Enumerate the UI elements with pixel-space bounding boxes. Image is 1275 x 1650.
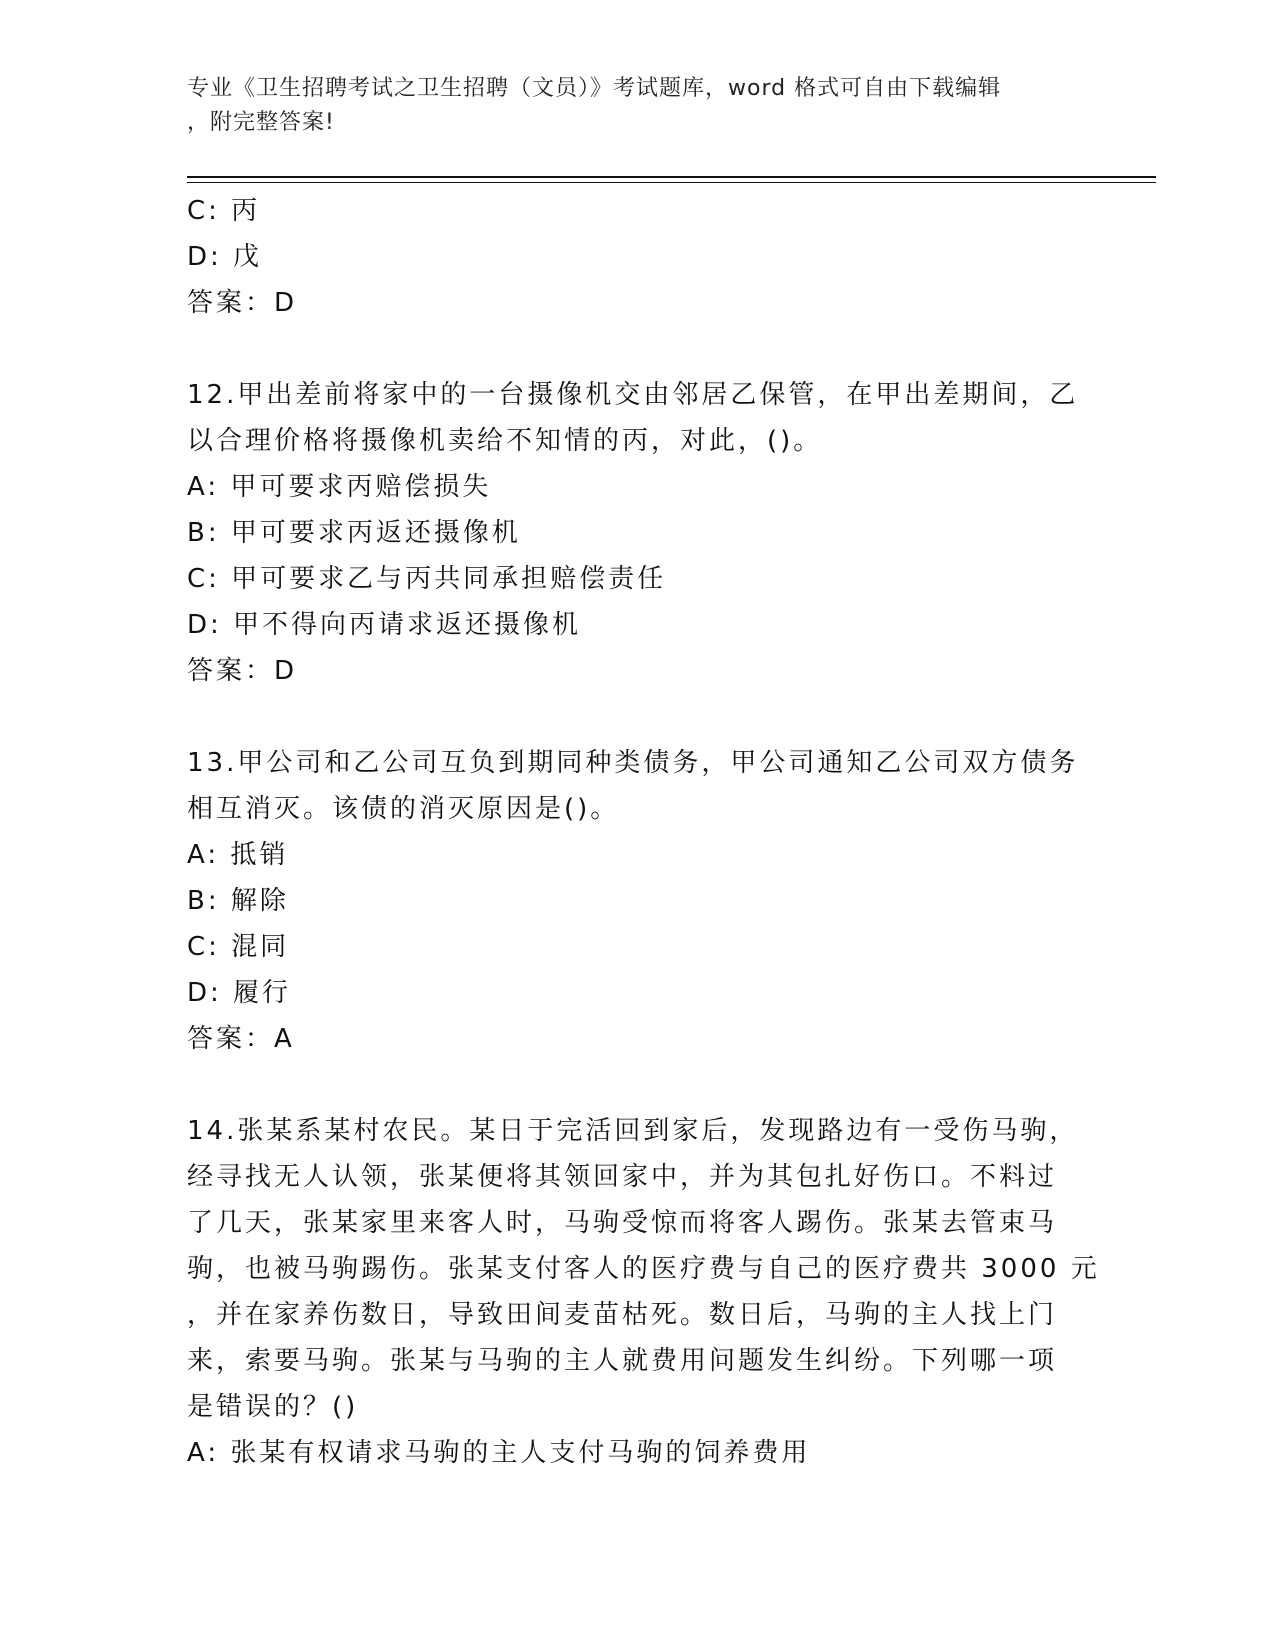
question-stem-line: 来，索要马驹。张某与马驹的主人就费用问题发生纠纷。下列哪一项 (187, 1346, 1058, 1376)
option-d: D: 甲不得向丙请求返还摄像机 (187, 610, 582, 640)
answer: 答案：D (187, 288, 298, 318)
option-b: B: 甲可要求丙返还摄像机 (187, 518, 521, 548)
option-d: D: 戊 (187, 242, 263, 272)
question-stem-line: 以合理价格将摄像机卖给不知情的丙，对此，()。 (187, 426, 823, 456)
question-stem-line: 驹，也被马驹踢伤。张某支付客人的医疗费与自己的医疗费共 3000 元 (187, 1254, 1100, 1284)
header-rule-thin (187, 182, 1156, 183)
answer: 答案：D (187, 656, 298, 686)
question-stem-line: 14.张某系某村农民。某日于完活回到家后，发现路边有一受伤马驹， (187, 1116, 1079, 1146)
answer: 答案：A (187, 1024, 295, 1054)
option-a: A: 甲可要求丙赔偿损失 (187, 472, 492, 502)
option-a: A: 抵销 (187, 840, 289, 870)
document-header (187, 72, 1067, 140)
question-14 (187, 1108, 1100, 1476)
spacer (187, 694, 1087, 740)
question-stem-line: 13.甲公司和乙公司互负到期同种类债务，甲公司通知乙公司双方债务 (187, 748, 1079, 778)
question-11-tail (187, 188, 1087, 326)
spacer (187, 1062, 1087, 1108)
question-12 (187, 372, 1087, 694)
question-stem-line: 相互消灭。该债的消灭原因是()。 (187, 794, 620, 824)
header-rule-thick (187, 176, 1156, 178)
option-a: A: 张某有权请求马驹的主人支付马驹的饲养费用 (187, 1438, 811, 1468)
question-stem-line: 是错误的？() (187, 1392, 359, 1422)
option-c: C: 混同 (187, 932, 290, 962)
question-stem-line: 12.甲出差前将家中的一台摄像机交由邻居乙保管，在甲出差期间，乙 (187, 380, 1079, 410)
header-title-line2: ，附完整答案! (187, 110, 335, 135)
spacer (187, 326, 1087, 372)
option-b: B: 解除 (187, 886, 289, 916)
option-c: C: 丙 (187, 196, 261, 226)
question-stem-line: 经寻找无人认领，张某便将其领回家中，并为其包扎好伤口。不料过 (187, 1162, 1058, 1192)
question-stem-line: ，并在家养伤数日，导致田间麦苗枯死。数日后，马驹的主人找上门 (187, 1300, 1058, 1330)
question-stem-line: 了几天，张某家里来客人时，马驹受惊而将客人踢伤。张某去管束马 (187, 1208, 1058, 1238)
question-13 (187, 740, 1087, 1062)
option-d: D: 履行 (187, 978, 292, 1008)
document-body (187, 188, 1100, 1476)
header-title-line1: 专业《卫生招聘考试之卫生招聘（文员）》考试题库，word 格式可自由下载编辑 (187, 76, 1002, 101)
option-c: C: 甲可要求乙与丙共同承担赔偿责任 (187, 564, 667, 594)
